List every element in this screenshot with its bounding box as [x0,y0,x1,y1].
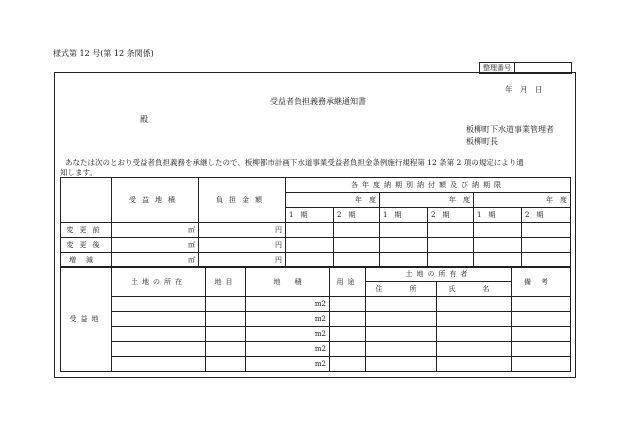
document-title: 受益者負担義務承継通知書 [270,97,366,106]
owner-name-field[interactable] [437,327,512,342]
address-field[interactable] [366,327,437,342]
table-row [61,312,571,327]
header-chimoku: 地目 [206,267,246,297]
row-label: 増減 [61,253,112,268]
chimoku-field[interactable] [206,342,246,357]
header-land-location: 土地の所在 [112,267,206,297]
cell[interactable] [428,238,474,253]
header-burden-amount: 負担金額 [199,178,286,223]
table-row [61,327,571,342]
amount-field[interactable]: 円 [199,238,286,253]
use-field[interactable] [330,327,366,342]
land-area-field[interactable]: m2 [246,357,330,372]
area-field[interactable]: ㎡ [112,238,199,253]
use-field[interactable] [330,312,366,327]
address-field[interactable] [366,312,437,327]
table-row [61,357,571,372]
row-label: 変更前 [61,223,112,238]
header-benefit-area: 受益地積 [112,178,199,223]
area-field[interactable]: ㎡ [112,253,199,268]
cell[interactable] [380,223,428,238]
chimoku-field[interactable] [206,312,246,327]
header-land-area: 地 積 [246,267,330,297]
location-field[interactable] [112,312,206,327]
body-text-line-1: あなたは次のとおり受益者負担義務を承継したので、板柳都市計画下水道事業受益者負担金条例施行規程第 12 条第 2 項の規定により通 [65,158,524,167]
cell[interactable] [522,223,571,238]
header-use: 用途 [330,267,366,297]
location-field[interactable] [112,327,206,342]
burden-corner-cell [61,178,112,223]
header-owner-name: 氏 名 [437,282,512,297]
remarks-field[interactable] [512,297,571,312]
use-field[interactable] [330,342,366,357]
body-text-line-2: 知します。 [60,168,97,177]
land-table [60,266,571,372]
cell[interactable] [474,223,522,238]
chimoku-field[interactable] [206,297,246,312]
issuer-line-1: 板柳町下水道事業管理者 [466,125,554,134]
burden-table [60,177,571,268]
cell[interactable] [522,238,571,253]
owner-name-field[interactable] [437,357,512,372]
cell[interactable] [334,223,380,238]
chimoku-field[interactable] [206,357,246,372]
table-row [61,223,571,238]
chimoku-field[interactable] [206,327,246,342]
nendo-2: 年 度 [380,193,474,208]
land-area-field[interactable]: m2 [246,342,330,357]
cell[interactable] [334,238,380,253]
location-field[interactable] [112,357,206,372]
header-land-owner: 土地の所有者 [366,267,512,282]
cell[interactable] [286,223,334,238]
location-field[interactable] [112,342,206,357]
land-area-field[interactable]: m2 [246,327,330,342]
issuer-line-2: 板柳町長 [466,137,498,146]
period-2-c: 2 期 [522,208,571,223]
cell[interactable] [428,223,474,238]
remarks-field[interactable] [512,327,571,342]
remarks-field[interactable] [512,312,571,327]
period-1-a: 1 期 [286,208,334,223]
period-2-a: 2 期 [334,208,380,223]
remarks-field[interactable] [512,342,571,357]
nendo-3: 年 度 [474,193,571,208]
location-field[interactable] [112,297,206,312]
table-row [61,342,571,357]
address-field[interactable] [366,342,437,357]
benefit-land-label: 受益地 [61,267,112,372]
amount-field[interactable]: 円 [199,223,286,238]
row-label: 変更後 [61,238,112,253]
nendo-1: 年 度 [286,193,380,208]
addressee-honorific: 殿 [140,115,148,124]
land-area-field[interactable]: m2 [246,312,330,327]
remarks-field[interactable] [512,357,571,372]
table-row [61,238,571,253]
amount-field[interactable]: 円 [199,253,286,268]
use-field[interactable] [330,297,366,312]
period-1-c: 1 期 [474,208,522,223]
period-1-b: 1 期 [380,208,428,223]
owner-name-field[interactable] [437,297,512,312]
owner-name-field[interactable] [437,342,512,357]
address-field[interactable] [366,357,437,372]
land-area-field[interactable]: m2 [246,297,330,312]
cell[interactable] [474,238,522,253]
form-number-label: 様式第 12 号(第 12 条関係) [53,49,154,58]
header-address: 住 所 [366,282,437,297]
address-field[interactable] [366,297,437,312]
table-row [61,297,571,312]
date-line: 年 月 日 [505,85,543,94]
header-payment-schedule: 各年度納期別納付額及び納期限 [286,178,571,193]
seiri-number-label: 整理番号 [480,63,515,74]
cell[interactable] [286,238,334,253]
area-field[interactable]: ㎡ [112,223,199,238]
owner-name-field[interactable] [437,312,512,327]
header-remarks: 備考 [512,267,571,297]
use-field[interactable] [330,357,366,372]
period-2-b: 2 期 [428,208,474,223]
cell[interactable] [380,238,428,253]
